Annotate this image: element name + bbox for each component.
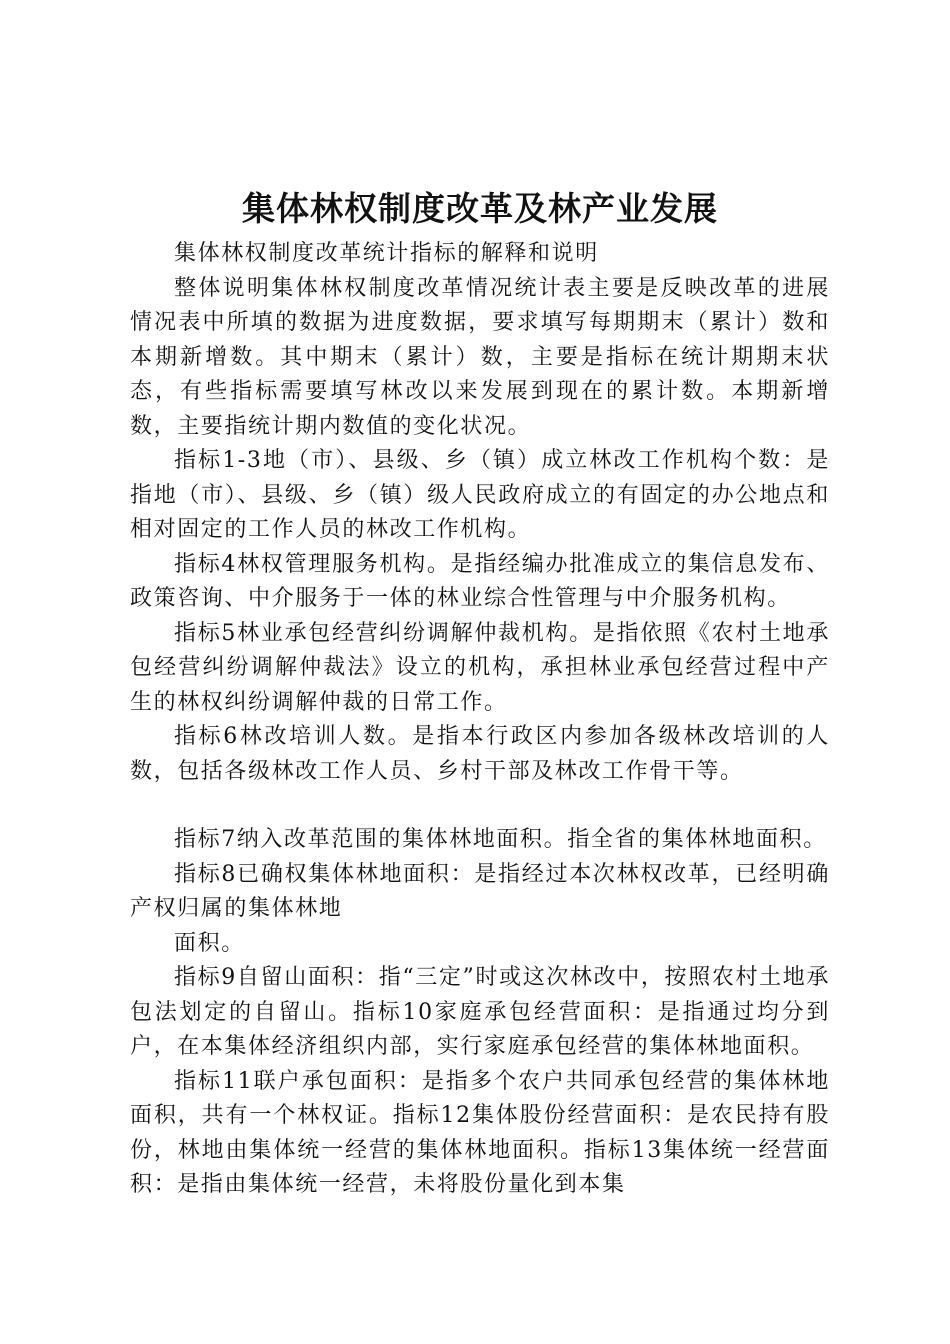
paragraph-indicator-1-3: 指标1-3地（市）、县级、乡（镇）成立林改工作机构个数：是指地（市）、县级、乡（镇）级人民政府成立的有固定的办公地点和相对固定的工作人员的林改工作机构。: [130, 448, 830, 542]
paragraph-indicator-8-cont: 面积。: [174, 930, 245, 956]
paragraph-indicator-6: 指标6林改培训人数。是指本行政区内参加各级林改培训的人数，包括各级林改工作人员、乡村干部及林改工作骨干等。: [130, 724, 830, 784]
paragraph-indicator-9-10: 指标9自留山面积：指“三定”时或这次林改中，按照农村土地承包法划定的自留山。指标10家庭承包经营面积：是指通过均分到户，在本集体经济组织内部，实行家庭承包经营的集体林地面积。: [130, 965, 830, 1059]
document-title: 集体林权制度改革及林产业发展: [242, 189, 718, 228]
paragraph-indicator-11-13: 指标11联户承包面积：是指多个农户共同承包经营的集体林地面积，共有一个林权证。指标12集体股份经营面积：是农民持有股份，林地由集体统一经营的集体林地面积。指标13集体统一经营面积：是指由集体统一经营，未将股份量化到本集: [130, 1068, 830, 1197]
document-page: [130, 185, 830, 1203]
paragraph-indicator-7: 指标7纳入改革范围的集体林地面积。指全省的集体林地面积。: [174, 827, 827, 852]
paragraph-subtitle: 集体林权制度改革统计指标的解释和说明: [174, 241, 599, 266]
paragraph-indicator-8: 指标8已确权集体林地面积：是指经过本次林权改革，已经明确产权归属的集体林地: [130, 861, 830, 921]
paragraph-indicator-5: 指标5林业承包经营纠纷调解仲裁机构。是指依照《农村土地承包经营纠纷调解仲裁法》设立的机构，承担林业承包经营过程中产生的林权纠纷调解仲裁的日常工作。: [130, 620, 830, 715]
paragraph-indicator-4: 指标4林权管理服务机构。是指经编办批准成立的集信息发布、政策咨询、中介服务于一体的林业综合性管理与中介服务机构。: [130, 551, 830, 611]
paragraph-overview: 整体说明集体林权制度改革情况统计表主要是反映改革的进展情况表中所填的数据为进度数据，要求填写每期期末（累计）数和本期新增数。其中期末（累计）数，主要是指标在统计期期末状态，有些指标需要填写林改以来发展到现在的累计数。本期新增数，主要指统计期内数值的变化状况。: [130, 275, 830, 439]
